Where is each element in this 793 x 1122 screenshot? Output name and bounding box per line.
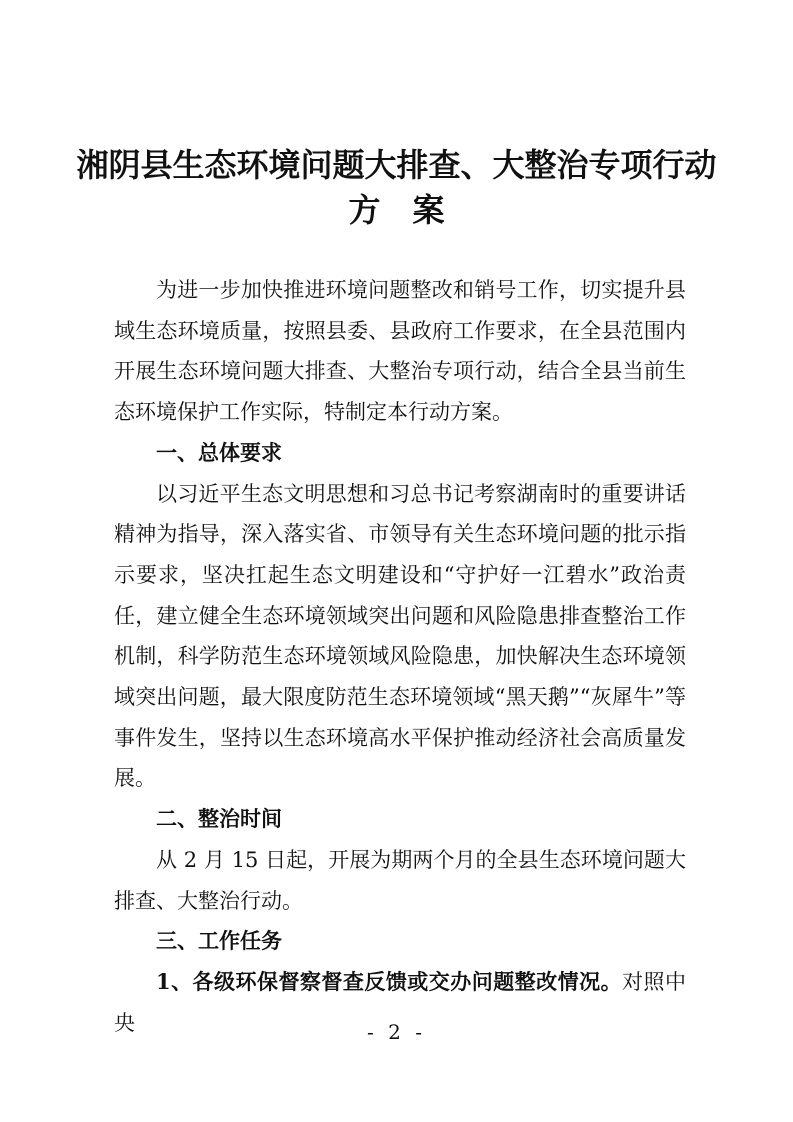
intro-paragraph: 为进一步加快推进环境问题整改和销号工作，切实提升县域生态环境质量，按照县委、县政府工作要求，在全县范围内开展生态环境问题大排查、大整治专项行动，结合全县当前生态环境保护工作实际，特制定本行动方案。 bbox=[114, 278, 686, 425]
task-1-lead: 1、各级环保督察督查反馈或交办问题整改情况。 bbox=[156, 968, 623, 994]
document-title: 湘阴县生态环境问题大排查、大整治专项行动 bbox=[76, 146, 717, 184]
general-requirements-paragraph: 以习近平生态文明思想和习总书记考察湖南时的重要讲话精神为指导，深入落实省、市领导有关生态环境问题的批示指示要求，坚决扛起生态文明建设和“守护好一江碧水”政治责任，建立健全生态环境领域突出问题和风险隐患排查整治工作机制，科学防范生态环境领域风险隐患，加快解决生态环境领域突出问题，最大限度防范生态环境领域“黑天鹅”“灰犀牛”等事件发生，坚持以生态环境高水平保护推动经济社会高质量发展。 bbox=[114, 481, 686, 791]
section-heading-remediation-time: 二、整治时间 bbox=[156, 807, 282, 832]
document-body bbox=[114, 270, 686, 1043]
remediation-time-paragraph: 从 2 月 15 日起，开展为期两个月的全县生态环境问题大排查、大整治行动。 bbox=[114, 847, 686, 913]
section-heading-work-tasks: 三、工作任务 bbox=[156, 929, 282, 954]
section-heading-general-requirements: 一、总体要求 bbox=[156, 440, 282, 465]
document-title-subtitle: 方案 bbox=[348, 191, 477, 229]
task-1-text: 对照中央 bbox=[114, 969, 686, 1035]
page-number: - 2 - bbox=[367, 1020, 426, 1044]
